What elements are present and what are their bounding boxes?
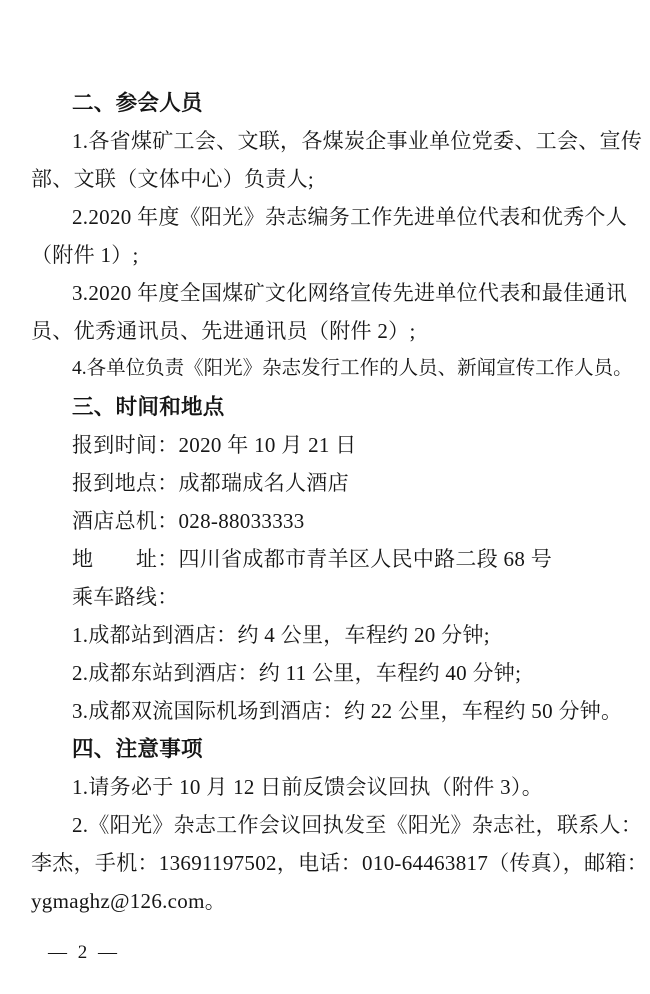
paragraph-line: 2.成都东站到酒店：约 11 公里，车程约 40 分钟; bbox=[72, 661, 522, 685]
paragraph-line: 3.成都双流国际机场到酒店：约 22 公里，车程约 50 分钟。 bbox=[72, 699, 623, 723]
section-heading-notes: 四、注意事项 bbox=[72, 737, 203, 761]
page-footer bbox=[48, 938, 120, 968]
paragraph-line: 乘车路线： bbox=[72, 585, 179, 609]
document-body bbox=[31, 84, 649, 920]
paragraph-line: 员、优秀通讯员、先进通讯员（附件 2）; bbox=[31, 319, 416, 343]
section-heading-participants: 二、参会人员 bbox=[72, 91, 203, 115]
section-heading-time-place: 三、时间和地点 bbox=[72, 395, 225, 419]
paragraph-line: 1.成都站到酒店：约 4 公里，车程约 20 分钟; bbox=[72, 623, 490, 647]
paragraph-line: 部、文联（文体中心）负责人; bbox=[31, 167, 315, 191]
paragraph-line: 2.2020 年度《阳光》杂志编务工作先进单位代表和优秀个人 bbox=[72, 205, 627, 229]
paragraph-line: 李杰，手机：13691197502，电话：010-64463817（传真），邮箱： bbox=[31, 851, 649, 875]
paragraph-line: 2.《阳光》杂志工作会议回执发至《阳光》杂志社，联系人： bbox=[72, 813, 643, 837]
paragraph-line: 报到地点：成都瑞成名人酒店 bbox=[72, 471, 349, 495]
paragraph-line: 1.请务必于 10 月 12 日前反馈会议回执（附件 3）。 bbox=[72, 775, 543, 799]
paragraph-line: 报到时间：2020 年 10 月 21 日 bbox=[72, 433, 357, 457]
paragraph-line: 3.2020 年度全国煤矿文化网络宣传先进单位代表和最佳通讯 bbox=[72, 281, 627, 305]
paragraph-line: ygmaghz@126.com。 bbox=[31, 889, 227, 913]
paragraph-line: 1.各省煤矿工会、文联，各煤炭企事业单位党委、工会、宣传 bbox=[72, 129, 643, 153]
paragraph-line: 地 址：四川省成都市青羊区人民中路二段 68 号 bbox=[72, 547, 552, 571]
paragraph-line: 4.各单位负责《阳光》杂志发行工作的人员、新闻宣传工作人员。 bbox=[72, 358, 633, 379]
paragraph-line: 酒店总机：028-88033333 bbox=[72, 509, 305, 533]
paragraph-line: （附件 1）; bbox=[31, 243, 139, 267]
page-number: — 2 — bbox=[48, 942, 120, 963]
